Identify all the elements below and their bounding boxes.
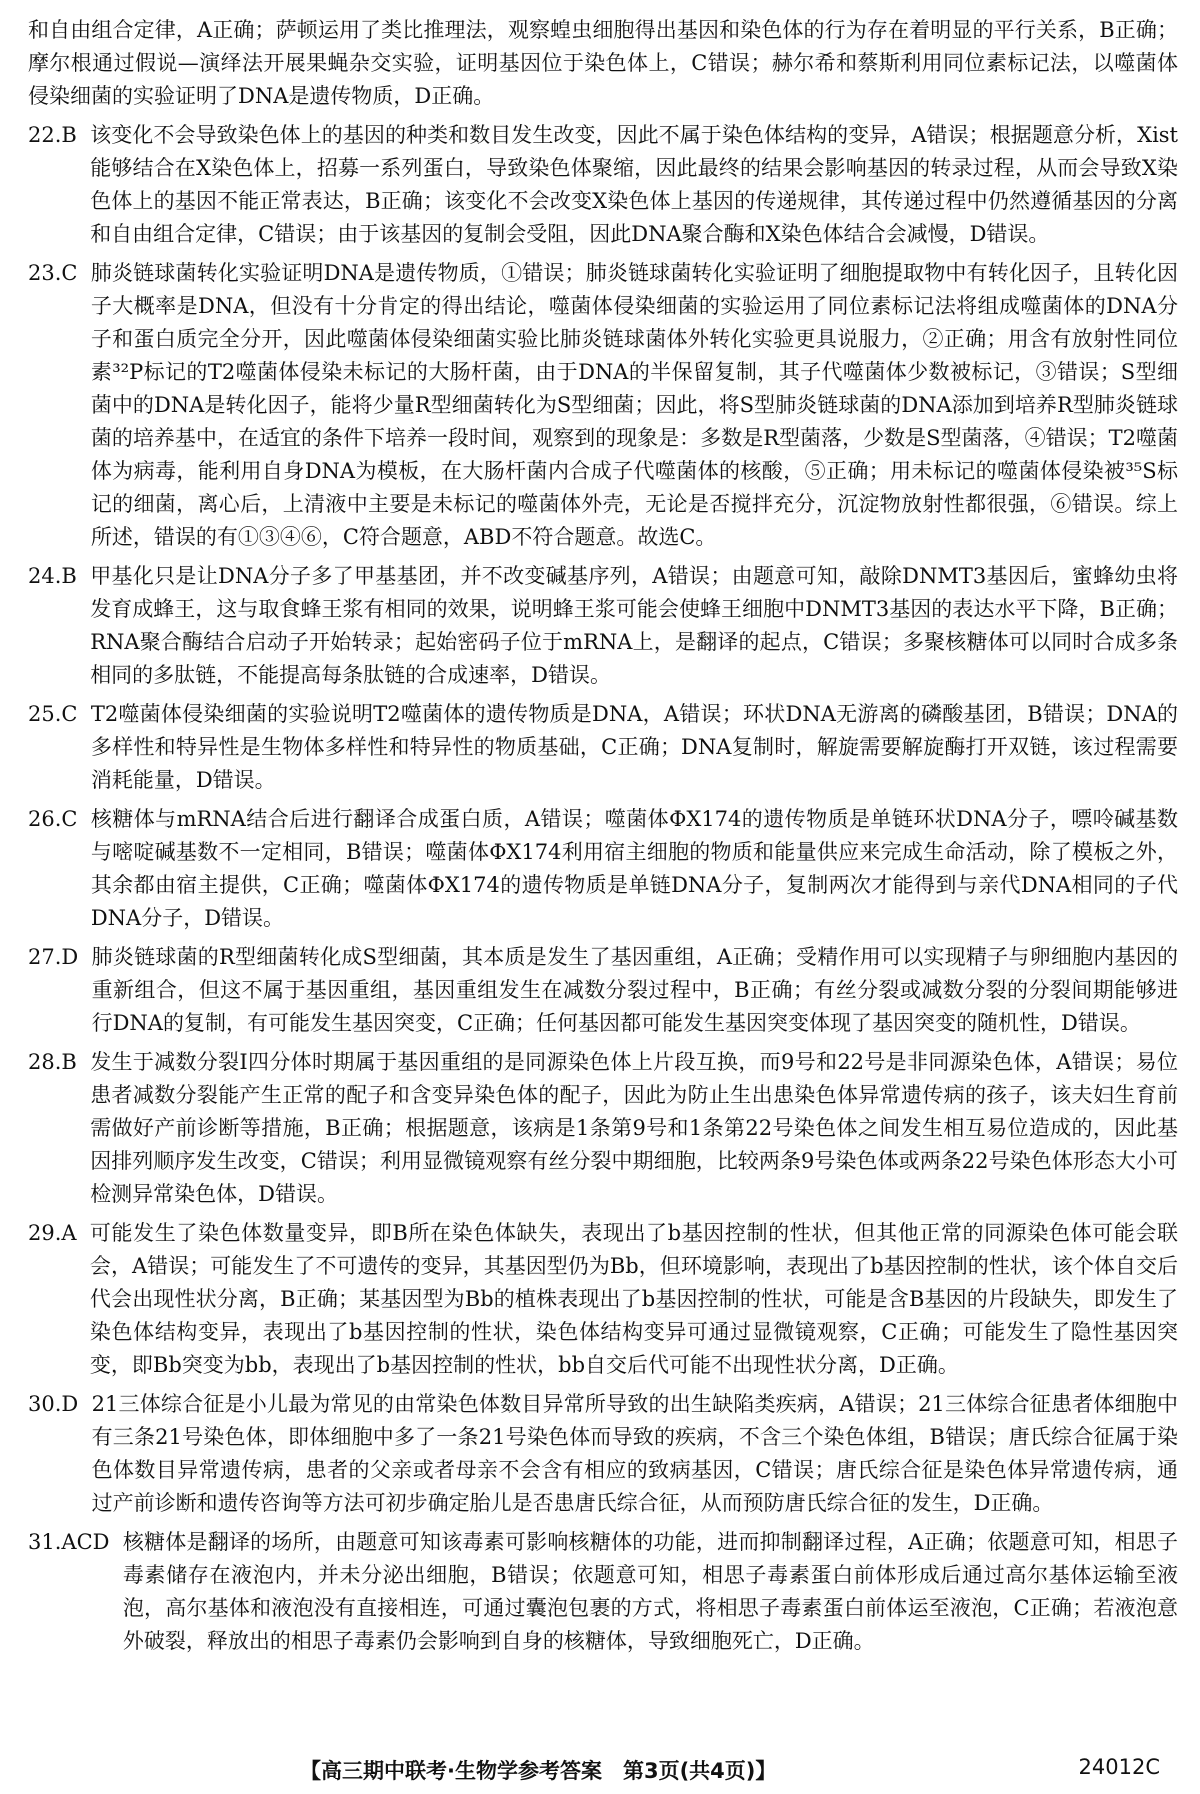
answer-page [28,14,1178,1664]
answer-number: 24.B [28,564,91,588]
footer-code: 24012C [1078,1755,1160,1779]
answer-explanation: 可能发生了染色体数量变异，即B所在染色体缺失，表现出了b基因控制的性状，但其他正常的同源染色体可能会联会，A错误；可能发生了不可遗传的变异，其基因型仍为Bb，但环境影响，表现出了b基因控制的性状，该个体自交后代会出现性状分离，B正确；某基因型为Bb的植株表现出了b基因控制的性状，可能是含B基因的片段缺失，即发生了染色体结构变异，表现出了b基因控制的性状，染色体结构变异可通过显微镜观察，C正确；可能发生了隐性基因突变，即Bb突变为bb，表现出了b基因控制的性状，bb自交后代可能不出现性状分离，D正确。 [89,1221,1178,1377]
answer-number: 30.D [28,1392,92,1416]
answer-explanation: 21三体综合征是小儿最为常见的由常染色体数目异常所导致的出生缺陷类疾病，A错误；21三体综合征患者体细胞中有三条21号染色体，即体细胞中多了一条21号染色体而导致的疾病，不含三个染色体组，B错误；唐氏综合征属于染色体数目异常遗传病，患者的父亲或者母亲不会含有相应的致病基因，C错误；唐氏综合征是染色体异常遗传病，通过产前诊断和遗传咨询等方法可初步确定胎儿是否患唐氏综合征，从而预防唐氏综合征的发生，D正确。 [91,1392,1178,1515]
page-footer [0,1755,1200,1785]
answer-item-27 [28,941,1178,1040]
answer-number: 27.D [28,945,92,969]
answer-item-24 [28,560,1178,692]
answer-number: 26.C [28,807,91,831]
answer-item-23 [28,257,1178,554]
answer-number: 28.B [28,1050,91,1074]
answer-explanation: 发生于减数分裂Ⅰ四分体时期属于基因重组的是同源染色体上片段互换，而9号和22号是非同源染色体，A错误；易位患者减数分裂能产生正常的配子和含变异染色体的配子，因此为防止生出患染色体异常遗传病的孩子，该夫妇生育前需做好产前诊断等措施，B正确；根据题意，该病是1条第9号和1条第22号染色体之间发生相互易位造成的，因此基因排列顺序发生改变，C错误；利用显微镜观察有丝分裂中期细胞，比较两条9号染色体或两条22号染色体形态大小可检测异常染色体，D错误。 [90,1050,1178,1206]
intro-paragraph: 和自由组合定律，A正确；萨顿运用了类比推理法，观察蝗虫细胞得出基因和染色体的行为存在着明显的平行关系，B正确；摩尔根通过假说—演绎法开展果蝇杂交实验，证明基因位于染色体上，C错误；赫尔希和蔡斯利用同位素标记法，以噬菌体侵染细菌的实验证明了DNA是遗传物质，D正确。 [28,18,1178,108]
answer-number: 23.C [28,261,91,285]
answer-explanation: T2噬菌体侵染细菌的实验说明T2噬菌体的遗传物质是DNA，A错误；环状DNA无游离的磷酸基团，B错误；DNA的多样性和特异性是生物体多样性和特异性的物质基础，C正确；DNA复制时，解旋需要解旋酶打开双链，该过程需要消耗能量，D错误。 [90,702,1178,792]
answer-item-22 [28,119,1178,251]
footer-title: 【高三期中联考·生物学参考答案 第3页(共4页)】 [300,1759,777,1783]
answer-explanation: 肺炎链球菌的R型细菌转化成S型细菌，其本质是发生了基因重组，A正确；受精作用可以实现精子与卵细胞内基因的重新组合，但这不属于基因重组，基因重组发生在减数分裂过程中，B正确；有丝分裂或减数分裂的分裂间期能够进行DNA的复制，有可能发生基因突变，C正确；任何基因都可能发生基因突变体现了基因突变的随机性，D错误。 [91,945,1178,1035]
answer-item-30 [28,1388,1178,1520]
answer-explanation: 核糖体是翻译的场所，由题意可知该毒素可影响核糖体的功能，进而抑制翻译过程，A正确；依题意可知，相思子毒素储存在液泡内，并未分泌出细胞，B错误；依题意可知，相思子毒素蛋白前体形成后通过高尔基体运输至液泡，高尔基体和液泡没有直接相连，可通过囊泡包裹的方式，将相思子毒素蛋白前体运至液泡，C正确；若液泡意外破裂，释放出的相思子毒素仍会影响到自身的核糖体，导致细胞死亡，D正确。 [122,1530,1178,1653]
answer-number: 25.C [28,702,91,726]
answer-number: 22.B [28,123,91,147]
answer-item-29 [28,1217,1178,1382]
answer-explanation: 肺炎链球菌转化实验证明DNA是遗传物质，①错误；肺炎链球菌转化实验证明了细胞提取物中有转化因子，且转化因子大概率是DNA，但没有十分肯定的得出结论，噬菌体侵染细菌的实验运用了同位素标记法将组成噬菌体的DNA分子和蛋白质完全分开，因此噬菌体侵染细菌实验比肺炎链球菌体外转化实验更具说服力，②正确；用含有放射性同位素³²P标记的T2噬菌体侵染未标记的大肠杆菌，由于DNA的半保留复制，其子代噬菌体少数被标记，③错误；S型细菌中的DNA是转化因子，能将少量R型细菌转化为S型细菌；因此，将S型肺炎链球菌的DNA添加到培养R型肺炎链球菌的培养基中，在适宜的条件下培养一段时间，观察到的现象是：多数是R型菌落，少数是S型菌落，④错误；T2噬菌体为病毒，能利用自身DNA为模板，在大肠杆菌内合成子代噬菌体的核酸，⑤正确；用未标记的噬菌体侵染被³⁵S标记的细菌，离心后，上清液中主要是未标记的噬菌体外壳，无论是否搅拌充分，沉淀物放射性都很强，⑥错误。综上所述，错误的有①③④⑥，C符合题意，ABD不符合题意。故选C。 [90,261,1178,549]
answer-number: 29.A [28,1221,90,1245]
answer-explanation: 该变化不会导致染色体上的基因的种类和数目发生改变，因此不属于染色体结构的变异，A错误；根据题意分析，Xist能够结合在X染色体上，招募一系列蛋白，导致染色体聚缩，因此最终的结果会影响基因的转录过程，从而会导致X染色体上的基因不能正常表达，B正确；该变化不会改变X染色体上基因的传递规律，其传递过程中仍然遵循基因的分离和自由组合定律，C错误；由于该基因的复制会受阻，因此DNA聚合酶和X染色体结合会减慢，D错误。 [90,123,1178,246]
answer-item-25 [28,698,1178,797]
answer-explanation: 甲基化只是让DNA分子多了甲基基团，并不改变碱基序列，A错误；由题意可知，敲除DNMT3基因后，蜜蜂幼虫将发育成蜂王，这与取食蜂王浆有相同的效果，说明蜂王浆可能会使蜂王细胞中DNMT3基因的表达水平下降，B正确；RNA聚合酶结合启动子开始转录；起始密码子位于mRNA上，是翻译的起点，C错误；多聚核糖体可以同时合成多条相同的多肽链，不能提高每条肽链的合成速率，D错误。 [90,564,1178,687]
answer-item-31 [28,1526,1178,1658]
answer-item-26 [28,803,1178,935]
answer-explanation: 核糖体与mRNA结合后进行翻译合成蛋白质，A错误；噬菌体ΦX174的遗传物质是单链环状DNA分子，嘌呤碱基数与嘧啶碱基数不一定相同，B错误；噬菌体ΦX174利用宿主细胞的物质和能量供应来完成生命活动，除了模板之外，其余都由宿主提供，C正确；噬菌体ΦX174的遗传物质是单链DNA分子，复制两次才能得到与亲代DNA相同的子代DNA分子，D错误。 [90,807,1178,930]
answer-number: 31.ACD [28,1530,123,1554]
answer-item-28 [28,1046,1178,1211]
